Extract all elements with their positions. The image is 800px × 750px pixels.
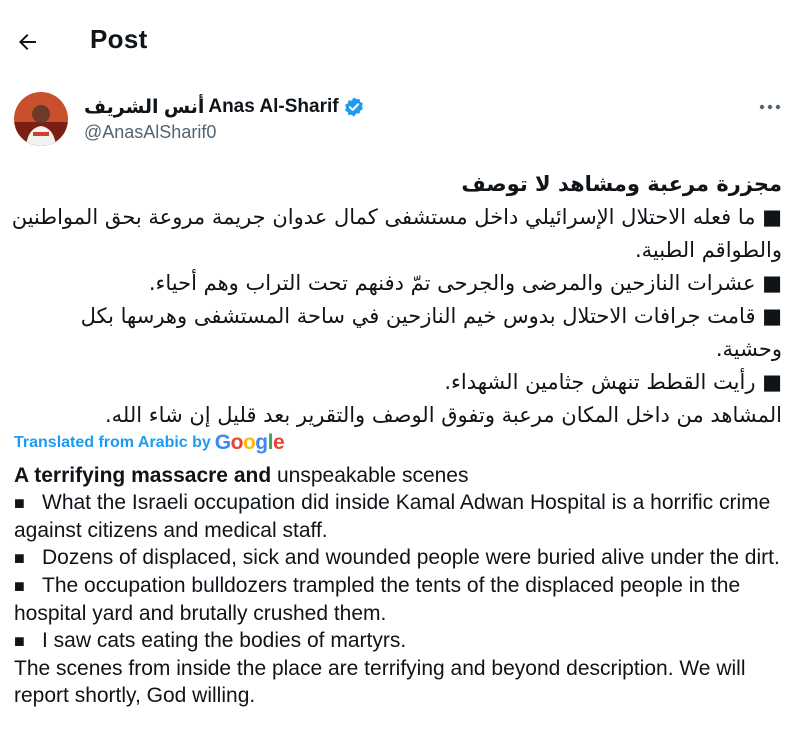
- translated-label: Translated from Arabic by: [14, 434, 211, 451]
- bullet-icon: ■: [14, 576, 25, 596]
- translated-by-link[interactable]: [14, 432, 284, 454]
- english-bullet-text: The occupation bulldozers trampled the tents of the displaced people in the hospital yard and brutally crushed them.: [14, 574, 741, 625]
- english-bullet-item: [14, 627, 784, 655]
- author-name-arabic: أنس الشريف: [84, 96, 205, 118]
- author-handle[interactable]: @AnasAlSharif0: [84, 122, 217, 142]
- author-name-row[interactable]: [84, 94, 365, 120]
- verified-badge-icon: [343, 96, 365, 118]
- english-bullet-text: What the Israeli occupation did inside Kamal Adwan Hospital is a horrific crime against citizens and medical staff.: [14, 491, 771, 542]
- post-header: [0, 0, 800, 80]
- arabic-title: مجزرة مرعبة ومشاهد لا توصف: [461, 172, 782, 196]
- avatar-image: [14, 92, 68, 146]
- more-dots-icon: [758, 103, 782, 111]
- english-bullet-text: Dozens of displaced, sick and wounded people were buried alive under the dirt.: [42, 546, 780, 569]
- arabic-line: المشاهد من داخل المكان مرعبة وتفوق الوصف والتقرير بعد قليل إن شاء الله.: [105, 403, 782, 427]
- arabic-line: ■ رأيت القطط تنهش جثامين الشهداء.: [444, 370, 782, 394]
- english-bullet-item: [14, 489, 784, 544]
- english-title-bold: A terrifying massacre and: [14, 464, 272, 487]
- english-closing: The scenes from inside the place are terrifying and beyond description. We will report shortly, God willing.: [14, 657, 746, 707]
- english-title-rest: unspeakable scenes: [271, 464, 469, 487]
- english-bullet-item: [14, 544, 784, 572]
- bullet-icon: ■: [14, 548, 25, 568]
- avatar[interactable]: [14, 92, 68, 146]
- post-text-translated: [14, 462, 784, 709]
- arabic-line: ■ ما فعله الاحتلال الإسرائيلي داخل مستشفى كمال عدوان جريمة مروعة بحق المواطنين والطواقم الطبية.: [11, 205, 782, 262]
- arabic-line: ■ عشرات النازحين والمرضى والجرحى تمّ دفنهم تحت التراب وهم أحياء.: [148, 271, 782, 295]
- bullet-icon: ■: [14, 493, 25, 513]
- english-bullet-text: I saw cats eating the bodies of martyrs.: [42, 629, 407, 652]
- arrow-left-icon: [16, 30, 40, 54]
- more-options-button[interactable]: [752, 94, 788, 120]
- arabic-line: ■ قامت جرافات الاحتلال بدوس خيم النازحين في ساحة المستشفى وهرسها بكل وحشية.: [80, 304, 782, 361]
- english-title: [14, 462, 784, 489]
- post-text-arabic: [10, 168, 782, 432]
- english-bullet-item: [14, 572, 784, 627]
- page-title: Post: [90, 24, 148, 54]
- google-logo: Google: [214, 431, 285, 454]
- author-name: Anas Al-Sharif: [208, 96, 339, 117]
- back-button[interactable]: [8, 22, 48, 62]
- bullet-icon: ■: [14, 631, 25, 651]
